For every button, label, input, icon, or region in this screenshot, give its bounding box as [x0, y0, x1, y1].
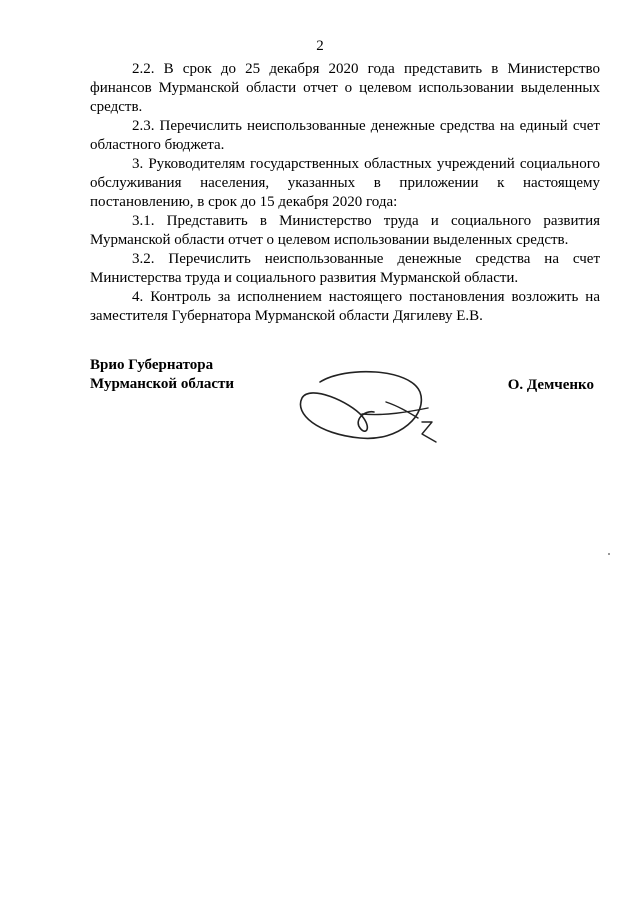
signatory-title-line1: Врио Губернатора — [90, 357, 214, 373]
paragraph-4: 4. Контроль за исполнением настоящего постановления возложить на заместителя Губернатора Мурманской области Дягилеву Е.В. — [90, 289, 600, 324]
page-number: 2 — [316, 38, 324, 54]
scan-speck — [608, 553, 610, 555]
paragraph-2-2: 2.2. В срок до 25 декабря 2020 года представить в Министерство финансов Мурманской области отчет о целевом использовании выделенных средств. — [90, 61, 600, 115]
signatory-title — [90, 356, 234, 394]
handwritten-signature — [290, 362, 460, 452]
paragraph-3-2: 3.2. Перечислить неиспользованные денежные средства на счет Министерства труда и социального развития Мурманской области. — [90, 251, 600, 286]
paragraph-3: 3. Руководителям государственных областных учреждений социального обслуживания населения, указанных в приложении к настоящему постановлению, в срок до 15 декабря 2020 года: — [90, 156, 600, 210]
signature-block — [90, 356, 600, 456]
document-body — [90, 60, 600, 326]
paragraph-3-1: 3.1. Представить в Министерство труда и социального развития Мурманской области отчет о целевом использовании выделенных средств. — [90, 213, 600, 248]
signatory-title-line2: Мурманской области — [90, 376, 235, 392]
paragraph-2-3: 2.3. Перечислить неиспользованные денежные средства на единый счет областного бюджета. — [90, 118, 600, 153]
signatory-name: О. Демченко — [507, 377, 594, 393]
